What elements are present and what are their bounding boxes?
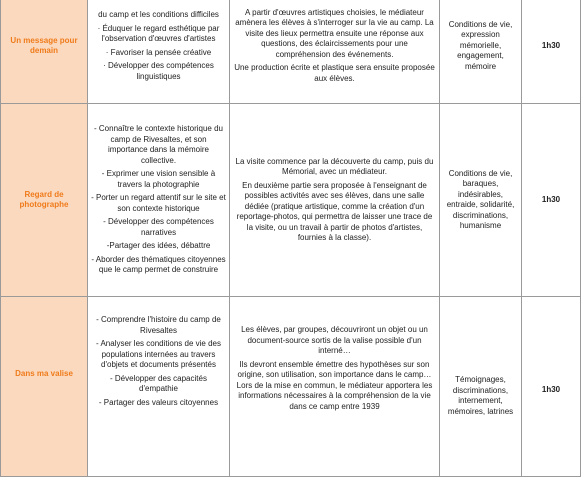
- objective-item: · Développer des compétences linguistiques: [103, 61, 214, 81]
- objective-item: · Favoriser la pensée créative: [105, 47, 212, 57]
- description-paragraph: Une production écrite et plastique sera ensuite proposée aux élèves.: [234, 63, 435, 83]
- description-paragraph: La visite commence par la découverte du camp, puis du Mémorial, avec un médiateur.: [235, 156, 434, 176]
- themes-cell: Conditions de vie, baraques, indésirables, entraide, solidarité, discriminations, humanisme: [440, 104, 522, 297]
- description-paragraph: Ils devront ensemble émettre des hypothèses sur son origine, son utilisation, son importance dans le camp… Lors de la mise en commun, le médiateur apportera les informations nécessaires à la compréhension de la vie dans ce camp entre 1939: [236, 359, 433, 411]
- objective-item: - Comprendre l'histoire du camp de Rivesaltes: [96, 315, 221, 335]
- objectives-cell: [88, 297, 230, 477]
- themes-cell: Témoignages, discriminations, internement, mémoires, latrines: [440, 297, 522, 477]
- activity-title: Regard de photographe: [1, 104, 88, 297]
- description-cell: [230, 104, 440, 297]
- objective-item: - Analyser les conditions de vie des populations internées au travers d'objets et documents présentés: [96, 339, 221, 369]
- objective-item: - Porter un regard attentif sur le site et son contexte historique: [91, 193, 226, 213]
- themes-cell: Conditions de vie, expression mémorielle, engagement, mémoire: [440, 0, 522, 104]
- objectives-cell: [88, 0, 230, 104]
- description-paragraph: Les élèves, par groupes, découvriront un objet ou un document-source sortis de la valise possible d'un interné…: [241, 325, 428, 355]
- objective-item: - Exprimer une vision sensible à travers la photographie: [101, 169, 216, 189]
- activity-title: Un message pour demain: [1, 0, 88, 104]
- duration-cell: 1h30: [522, 104, 581, 297]
- description-cell: [230, 0, 440, 104]
- table-row: [1, 104, 581, 297]
- objective-item: du camp et les conditions difficiles: [98, 10, 219, 19]
- description-cell: [230, 297, 440, 477]
- duration-cell: 1h30: [522, 0, 581, 104]
- objective-item: - Développer des compétences narratives: [103, 217, 214, 237]
- description-paragraph: A partir d'œuvres artistiques choisies, le médiateur amènera les élèves à s'interroger sur la vie au camp. La visite des lieux permettra ensuite une réponse aux questions, des éclaircissements pour une compréhension des événements.: [235, 7, 434, 59]
- activity-title: Dans ma valise: [1, 297, 88, 477]
- table-row: [1, 297, 581, 477]
- duration-cell: 1h30: [522, 297, 581, 477]
- objective-item: - Aborder des thématiques citoyennes que le camp permet de construire: [91, 254, 226, 275]
- objective-item: - Développer des capacités d'empathie: [110, 373, 207, 393]
- objective-item: - Partager des valeurs citoyennes: [98, 397, 219, 407]
- objective-item: -Partager des idées, débattre: [106, 241, 211, 251]
- objective-item: - Connaître le contexte historique du camp de Rivesaltes, et son importance dans la mémoire collective.: [94, 124, 223, 165]
- description-paragraph: En deuxième partie sera proposée à l'enseignant de possibles activités avec ses élèves, dans une salle dédiée (pratique artistique, comme la création d'un reportage-photos, qui permettra de laisser une trace de la visite, ou un travail à partir de photos d'artistes, fournies à la classe).: [236, 180, 433, 242]
- objective-item: · Éduquer le regard esthétique par l'observation d'œuvres d'artistes: [97, 23, 220, 43]
- table-row: [1, 0, 581, 104]
- objectives-cell: [88, 104, 230, 297]
